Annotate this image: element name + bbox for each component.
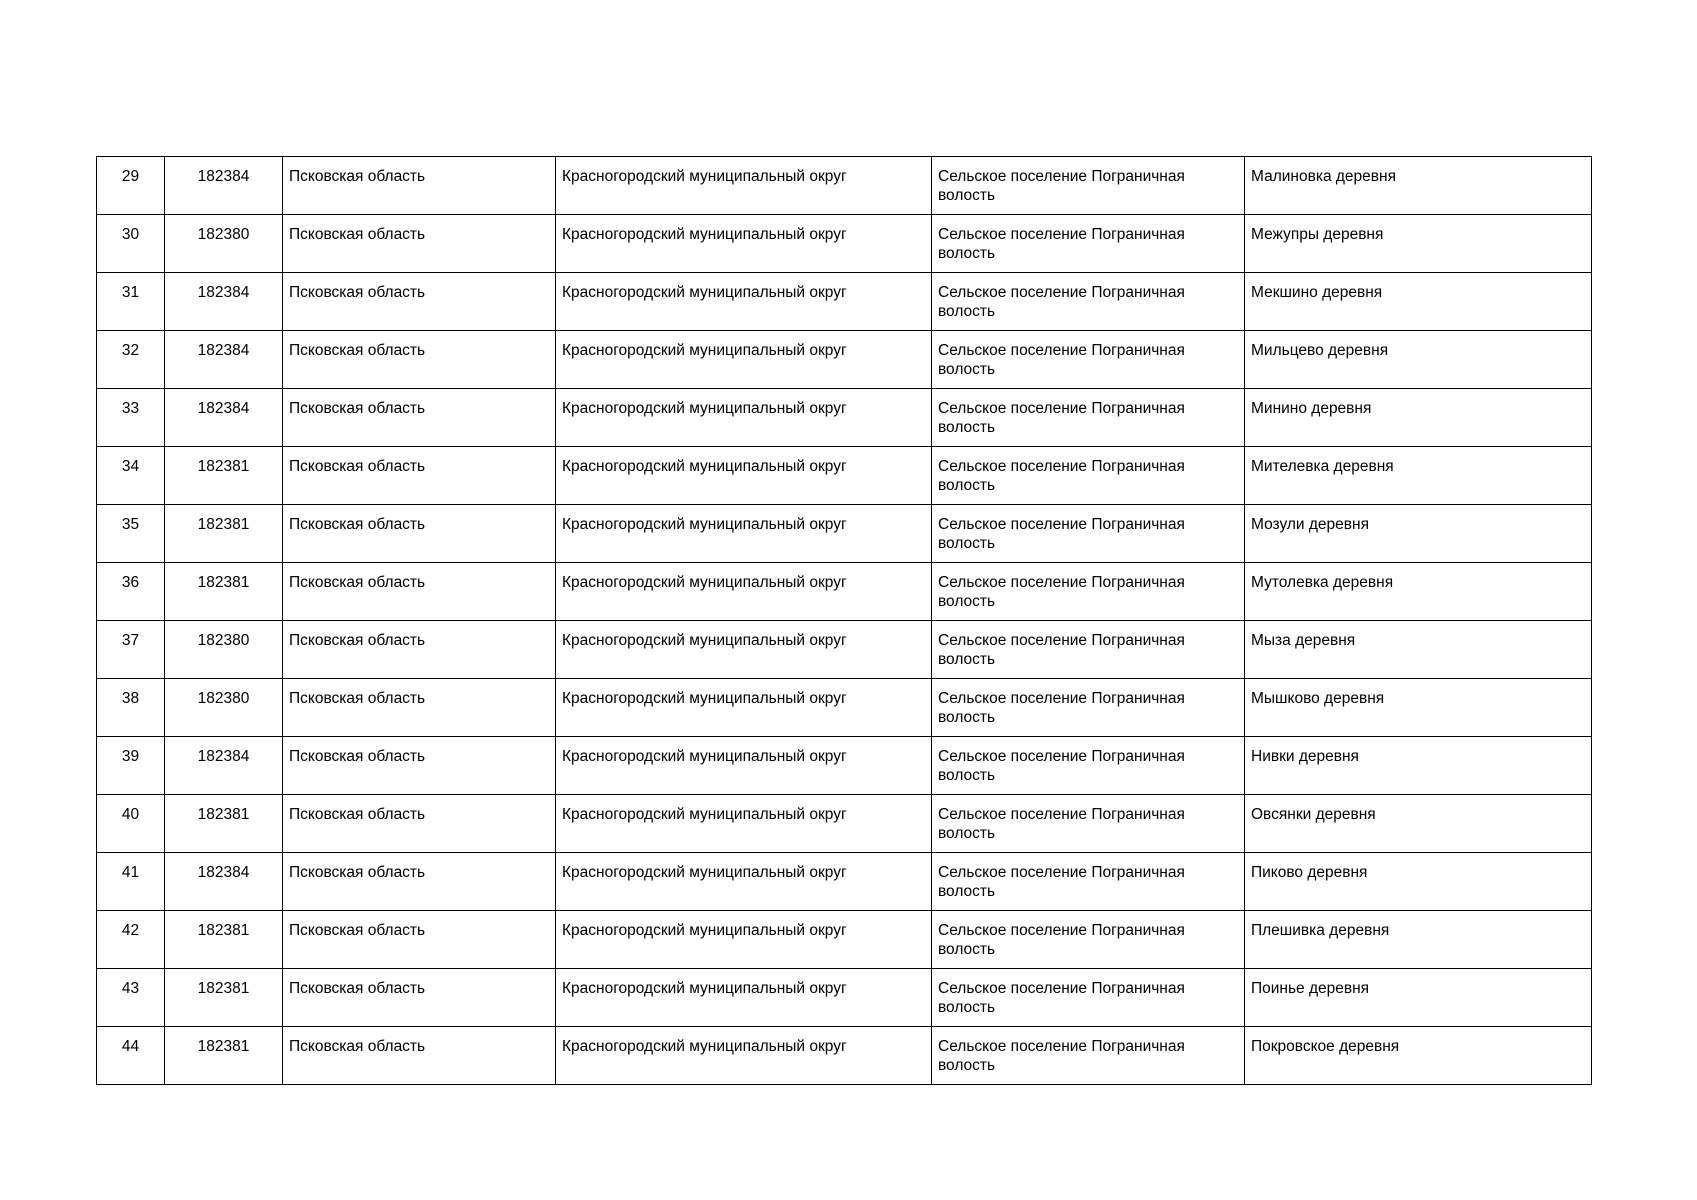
postal-code-cell: 182381 bbox=[165, 505, 283, 563]
region-cell: Псковская область bbox=[283, 157, 556, 215]
district-cell: Красногородский муниципальный округ bbox=[556, 331, 932, 389]
settlement-cell: Сельское поселение Пограничная волость bbox=[932, 447, 1245, 505]
district-cell: Красногородский муниципальный округ bbox=[556, 853, 932, 911]
region-cell: Псковская область bbox=[283, 737, 556, 795]
region-cell: Псковская область bbox=[283, 621, 556, 679]
row-number-cell: 39 bbox=[97, 737, 165, 795]
table-row bbox=[97, 331, 1592, 389]
district-cell: Красногородский муниципальный округ bbox=[556, 969, 932, 1027]
locality-cell: Овсянки деревня bbox=[1245, 795, 1592, 853]
table-row bbox=[97, 795, 1592, 853]
settlement-cell: Сельское поселение Пограничная волость bbox=[932, 795, 1245, 853]
postal-code-cell: 182380 bbox=[165, 621, 283, 679]
postal-code-cell: 182381 bbox=[165, 1027, 283, 1085]
locality-cell: Мутолевка деревня bbox=[1245, 563, 1592, 621]
district-cell: Красногородский муниципальный округ bbox=[556, 157, 932, 215]
settlement-cell: Сельское поселение Пограничная волость bbox=[932, 679, 1245, 737]
table-row bbox=[97, 621, 1592, 679]
table-row bbox=[97, 505, 1592, 563]
settlement-cell: Сельское поселение Пограничная волость bbox=[932, 273, 1245, 331]
region-cell: Псковская область bbox=[283, 215, 556, 273]
row-number-cell: 33 bbox=[97, 389, 165, 447]
district-cell: Красногородский муниципальный округ bbox=[556, 505, 932, 563]
settlement-cell: Сельское поселение Пограничная волость bbox=[932, 969, 1245, 1027]
postal-code-cell: 182381 bbox=[165, 911, 283, 969]
postal-code-cell: 182381 bbox=[165, 563, 283, 621]
locality-cell: Пиково деревня bbox=[1245, 853, 1592, 911]
region-cell: Псковская область bbox=[283, 679, 556, 737]
row-number-cell: 44 bbox=[97, 1027, 165, 1085]
locality-cell: Мителевка деревня bbox=[1245, 447, 1592, 505]
region-cell: Псковская область bbox=[283, 1027, 556, 1085]
settlements-table bbox=[96, 156, 1592, 1085]
settlement-cell: Сельское поселение Пограничная волость bbox=[932, 505, 1245, 563]
postal-code-cell: 182384 bbox=[165, 331, 283, 389]
locality-cell: Мильцево деревня bbox=[1245, 331, 1592, 389]
region-cell: Псковская область bbox=[283, 853, 556, 911]
postal-code-cell: 182384 bbox=[165, 273, 283, 331]
row-number-cell: 34 bbox=[97, 447, 165, 505]
postal-code-cell: 182380 bbox=[165, 679, 283, 737]
locality-cell: Поинье деревня bbox=[1245, 969, 1592, 1027]
row-number-cell: 42 bbox=[97, 911, 165, 969]
district-cell: Красногородский муниципальный округ bbox=[556, 1027, 932, 1085]
postal-code-cell: 182381 bbox=[165, 795, 283, 853]
locality-cell: Покровское деревня bbox=[1245, 1027, 1592, 1085]
locality-cell: Минино деревня bbox=[1245, 389, 1592, 447]
row-number-cell: 38 bbox=[97, 679, 165, 737]
locality-cell: Малиновка деревня bbox=[1245, 157, 1592, 215]
district-cell: Красногородский муниципальный округ bbox=[556, 447, 932, 505]
district-cell: Красногородский муниципальный округ bbox=[556, 621, 932, 679]
locality-cell: Мозули деревня bbox=[1245, 505, 1592, 563]
table-row bbox=[97, 679, 1592, 737]
postal-code-cell: 182384 bbox=[165, 737, 283, 795]
district-cell: Красногородский муниципальный округ bbox=[556, 911, 932, 969]
region-cell: Псковская область bbox=[283, 563, 556, 621]
table-row bbox=[97, 447, 1592, 505]
region-cell: Псковская область bbox=[283, 505, 556, 563]
settlement-cell: Сельское поселение Пограничная волость bbox=[932, 157, 1245, 215]
table-row bbox=[97, 737, 1592, 795]
region-cell: Псковская область bbox=[283, 447, 556, 505]
table-row bbox=[97, 1027, 1592, 1085]
region-cell: Псковская область bbox=[283, 795, 556, 853]
settlement-cell: Сельское поселение Пограничная волость bbox=[932, 563, 1245, 621]
row-number-cell: 31 bbox=[97, 273, 165, 331]
table-row bbox=[97, 853, 1592, 911]
region-cell: Псковская область bbox=[283, 273, 556, 331]
district-cell: Красногородский муниципальный округ bbox=[556, 795, 932, 853]
locality-cell: Мышково деревня bbox=[1245, 679, 1592, 737]
postal-code-cell: 182380 bbox=[165, 215, 283, 273]
postal-code-cell: 182384 bbox=[165, 389, 283, 447]
postal-code-cell: 182381 bbox=[165, 447, 283, 505]
settlement-cell: Сельское поселение Пограничная волость bbox=[932, 621, 1245, 679]
row-number-cell: 43 bbox=[97, 969, 165, 1027]
row-number-cell: 36 bbox=[97, 563, 165, 621]
table-row bbox=[97, 389, 1592, 447]
district-cell: Красногородский муниципальный округ bbox=[556, 273, 932, 331]
row-number-cell: 40 bbox=[97, 795, 165, 853]
district-cell: Красногородский муниципальный округ bbox=[556, 563, 932, 621]
row-number-cell: 35 bbox=[97, 505, 165, 563]
settlement-cell: Сельское поселение Пограничная волость bbox=[932, 331, 1245, 389]
row-number-cell: 30 bbox=[97, 215, 165, 273]
locality-cell: Плешивка деревня bbox=[1245, 911, 1592, 969]
table-row bbox=[97, 157, 1592, 215]
settlement-cell: Сельское поселение Пограничная волость bbox=[932, 737, 1245, 795]
table-row bbox=[97, 969, 1592, 1027]
district-cell: Красногородский муниципальный округ bbox=[556, 737, 932, 795]
locality-cell: Мыза деревня bbox=[1245, 621, 1592, 679]
settlement-cell: Сельское поселение Пограничная волость bbox=[932, 911, 1245, 969]
settlement-cell: Сельское поселение Пограничная волость bbox=[932, 215, 1245, 273]
settlement-cell: Сельское поселение Пограничная волость bbox=[932, 853, 1245, 911]
row-number-cell: 37 bbox=[97, 621, 165, 679]
row-number-cell: 29 bbox=[97, 157, 165, 215]
row-number-cell: 32 bbox=[97, 331, 165, 389]
region-cell: Псковская область bbox=[283, 331, 556, 389]
postal-code-cell: 182381 bbox=[165, 969, 283, 1027]
district-cell: Красногородский муниципальный округ bbox=[556, 679, 932, 737]
table-row bbox=[97, 563, 1592, 621]
region-cell: Псковская область bbox=[283, 969, 556, 1027]
table-row bbox=[97, 215, 1592, 273]
postal-code-cell: 182384 bbox=[165, 853, 283, 911]
locality-cell: Межупры деревня bbox=[1245, 215, 1592, 273]
locality-cell: Мекшино деревня bbox=[1245, 273, 1592, 331]
settlement-cell: Сельское поселение Пограничная волость bbox=[932, 389, 1245, 447]
locality-cell: Нивки деревня bbox=[1245, 737, 1592, 795]
table-body bbox=[97, 157, 1592, 1085]
postal-code-cell: 182384 bbox=[165, 157, 283, 215]
region-cell: Псковская область bbox=[283, 911, 556, 969]
district-cell: Красногородский муниципальный округ bbox=[556, 215, 932, 273]
table-row bbox=[97, 273, 1592, 331]
district-cell: Красногородский муниципальный округ bbox=[556, 389, 932, 447]
table-row bbox=[97, 911, 1592, 969]
row-number-cell: 41 bbox=[97, 853, 165, 911]
region-cell: Псковская область bbox=[283, 389, 556, 447]
settlement-cell: Сельское поселение Пограничная волость bbox=[932, 1027, 1245, 1085]
